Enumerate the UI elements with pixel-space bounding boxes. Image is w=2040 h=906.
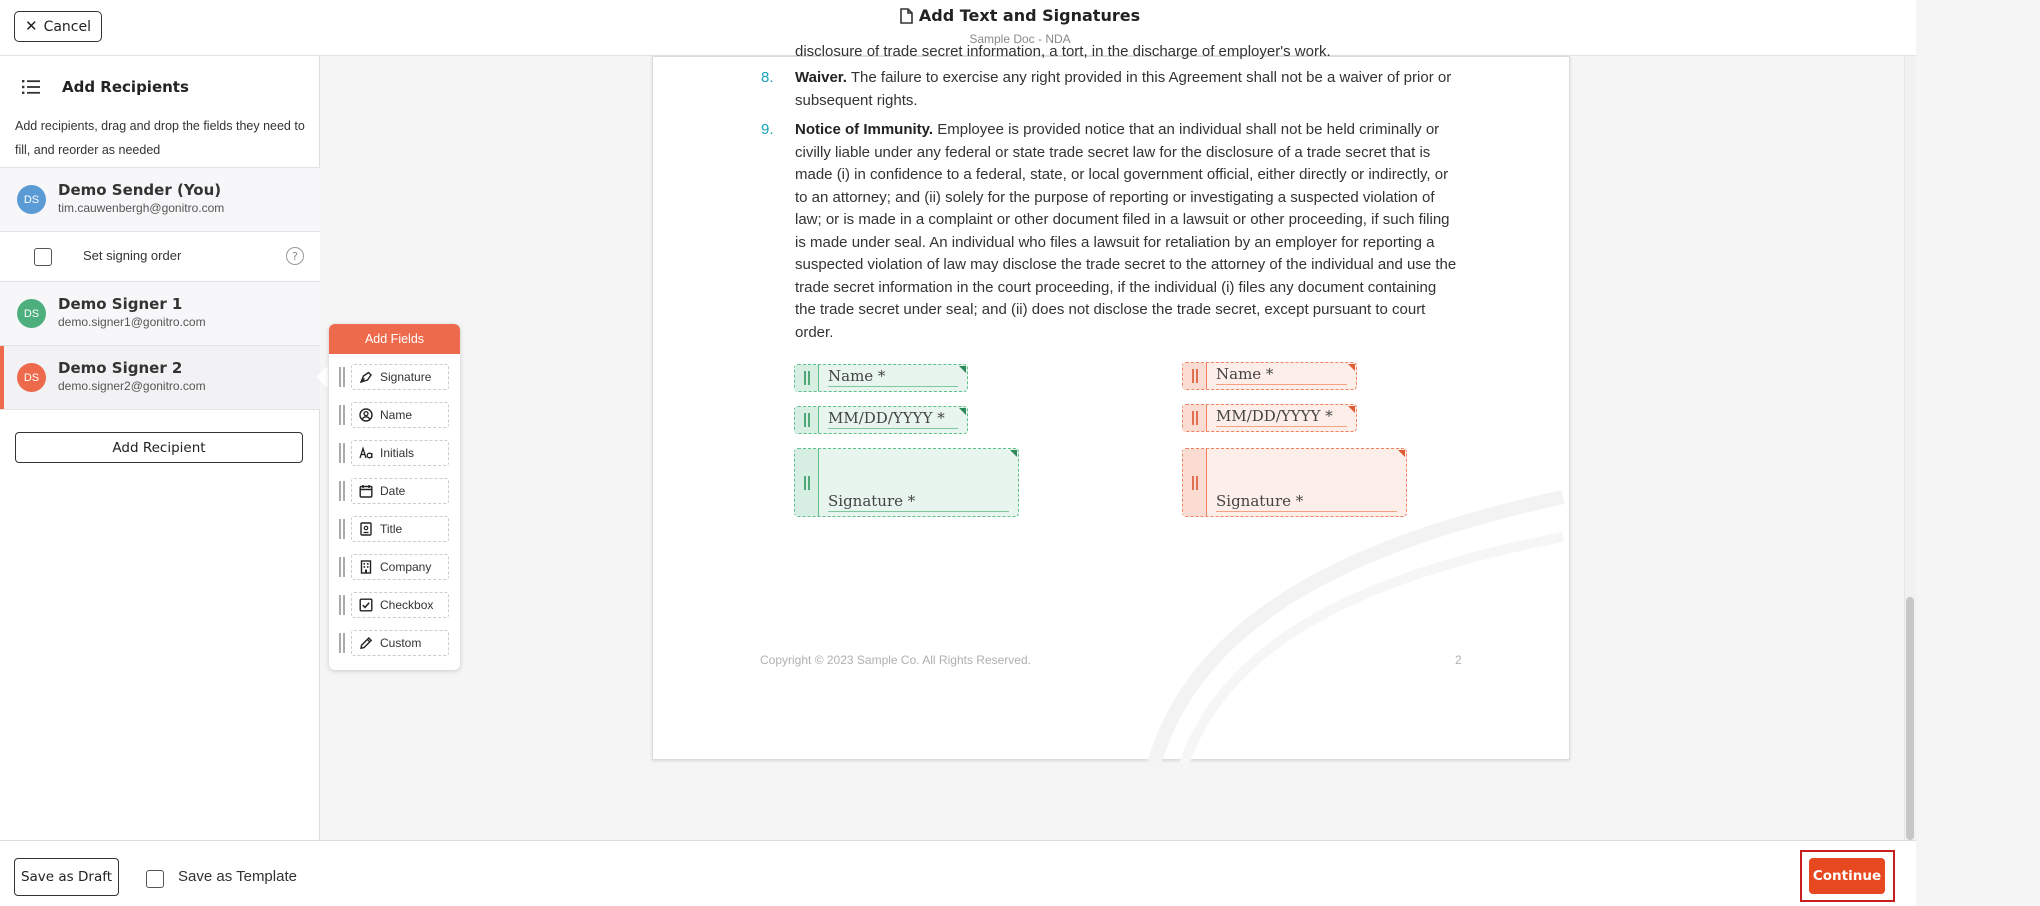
- calendar-icon: [359, 484, 373, 498]
- title-block: [0, 6, 2040, 46]
- text-case-icon: [359, 446, 373, 460]
- recipient-demo-signer-1[interactable]: [0, 282, 320, 345]
- drag-handle-icon[interactable]: [1183, 363, 1207, 389]
- clipped-text-line: disclosure of trade secret information, a tort, in the discharge of employer's work.: [795, 43, 1331, 60]
- field-label: Custom: [380, 636, 422, 650]
- signer1-name-field[interactable]: [794, 364, 968, 392]
- drag-handle-icon[interactable]: [338, 557, 346, 577]
- field-name[interactable]: [338, 402, 452, 428]
- field-initials[interactable]: [338, 440, 452, 466]
- field-placeholder: Signature *: [1216, 492, 1397, 512]
- required-marker: [1010, 450, 1017, 457]
- field-label: Name: [380, 408, 413, 422]
- field-checkbox-box[interactable]: [351, 592, 449, 618]
- clause-number: 8.: [761, 69, 774, 86]
- field-label: Signature: [380, 370, 432, 384]
- signer1-date-field[interactable]: [794, 406, 968, 434]
- cancel-label: Cancel: [43, 18, 92, 35]
- recipient-email: demo.signer2@gonitro.com: [58, 379, 206, 393]
- recipients-sidebar: [0, 56, 320, 840]
- divider: [0, 409, 320, 410]
- list-icon[interactable]: [22, 80, 40, 94]
- clause-text: The failure to exercise any right provided in this Agreement shall not be a waiver of prior or subsequent rights.: [795, 69, 1452, 109]
- scrollbar-thumb[interactable]: [1906, 597, 1914, 840]
- field-placeholder: MM/DD/YYYY *: [1216, 407, 1347, 427]
- field-title[interactable]: [338, 516, 452, 542]
- drag-handle-icon[interactable]: [795, 365, 819, 391]
- pencil-icon: [359, 636, 373, 650]
- field-signature-box[interactable]: [351, 364, 449, 390]
- save-draft-button[interactable]: Save as Draft: [14, 858, 119, 896]
- signer1-signature-field[interactable]: [794, 448, 1019, 517]
- clause-8: [761, 67, 1461, 112]
- drag-handle-icon[interactable]: [338, 367, 346, 387]
- recipient-demo-signer-2[interactable]: [0, 346, 320, 409]
- sidebar-title: Add Recipients: [62, 78, 189, 96]
- recipient-name: Demo Signer 1: [58, 295, 183, 313]
- bottom-bar: [0, 840, 1916, 906]
- drag-handle-icon[interactable]: [338, 405, 346, 425]
- signer2-date-field[interactable]: [1182, 404, 1357, 432]
- recipient-name: Demo Sender (You): [58, 181, 222, 199]
- page-title: [900, 6, 1140, 25]
- recipient-demo-sender[interactable]: [0, 168, 320, 231]
- signing-order-row: [0, 232, 320, 281]
- avatar: DS: [17, 299, 46, 328]
- document-name: Sample Doc - NDA: [969, 31, 1071, 46]
- help-icon[interactable]: ?: [286, 247, 304, 265]
- page-number: 2: [1455, 653, 1462, 667]
- required-marker: [1398, 450, 1405, 457]
- field-date-box[interactable]: [351, 478, 449, 504]
- save-template-checkbox[interactable]: [146, 870, 164, 888]
- signing-order-checkbox[interactable]: [34, 248, 52, 266]
- drag-handle-icon[interactable]: [1183, 405, 1207, 431]
- recipient-name: Demo Signer 2: [58, 359, 183, 377]
- field-label: Date: [380, 484, 406, 498]
- field-company[interactable]: [338, 554, 452, 580]
- required-marker: [959, 366, 966, 373]
- field-placeholder: Signature *: [828, 492, 1009, 512]
- field-company-box[interactable]: [351, 554, 449, 580]
- clause-number: 9.: [761, 121, 774, 138]
- clause-9: [761, 119, 1461, 344]
- drag-handle-icon[interactable]: [795, 449, 819, 516]
- field-date[interactable]: [338, 478, 452, 504]
- field-checkbox[interactable]: [338, 592, 452, 618]
- clause-heading: Waiver.: [795, 69, 847, 86]
- page-footer-copyright: Copyright © 2023 Sample Co. All Rights Reserved.: [760, 653, 1031, 667]
- document-page: [652, 43, 1570, 760]
- drag-handle-icon[interactable]: [795, 407, 819, 433]
- field-title-box[interactable]: [351, 516, 449, 542]
- avatar: DS: [17, 185, 46, 214]
- sidebar-description: Add recipients, drag and drop the fields they need to fill, and reorder as needed: [15, 119, 305, 157]
- field-label: Checkbox: [380, 598, 434, 612]
- document-icon: [900, 8, 913, 24]
- field-label: Company: [380, 560, 432, 574]
- signer2-name-field[interactable]: [1182, 362, 1357, 390]
- recipient-email: tim.cauwenbergh@gonitro.com: [58, 201, 225, 215]
- add-fields-panel: [329, 324, 460, 670]
- drag-handle-icon[interactable]: [338, 633, 346, 653]
- field-signature[interactable]: [338, 364, 452, 390]
- close-icon: ✕: [25, 17, 38, 35]
- pen-nib-icon: [359, 370, 373, 384]
- recipient-email: demo.signer1@gonitro.com: [58, 315, 206, 329]
- sidebar-header: [22, 78, 189, 96]
- field-placeholder: Name *: [828, 367, 958, 387]
- add-fields-title: Add Fields: [329, 324, 460, 354]
- save-template-label: Save as Template: [178, 868, 297, 885]
- drag-handle-icon[interactable]: [338, 443, 346, 463]
- field-placeholder: Name *: [1216, 365, 1347, 385]
- page-title-text: Add Text and Signatures: [918, 6, 1141, 25]
- avatar: DS: [17, 363, 46, 392]
- drag-handle-icon[interactable]: [338, 481, 346, 501]
- field-label: Title: [380, 522, 403, 536]
- user-circle-icon: [359, 408, 373, 422]
- field-custom[interactable]: [338, 630, 452, 656]
- add-recipient-button[interactable]: Add Recipient: [15, 432, 303, 463]
- required-marker: [1348, 406, 1355, 413]
- field-custom-box[interactable]: [351, 630, 449, 656]
- continue-button[interactable]: Continue: [1809, 858, 1885, 894]
- field-initials-box[interactable]: [351, 440, 449, 466]
- field-placeholder: MM/DD/YYYY *: [828, 409, 958, 429]
- panel-pointer: [316, 366, 328, 388]
- building-icon: [359, 560, 373, 574]
- field-label: Initials: [380, 446, 415, 460]
- clause-heading: Notice of Immunity.: [795, 121, 934, 138]
- drag-handle-icon[interactable]: [338, 595, 346, 615]
- checkbox-icon: [359, 598, 373, 612]
- required-marker: [959, 408, 966, 415]
- signing-order-label: Set signing order: [83, 248, 182, 263]
- watermark-swoosh-icon: [1133, 457, 1573, 767]
- field-name-box[interactable]: [351, 402, 449, 428]
- drag-handle-icon[interactable]: [338, 519, 346, 539]
- required-marker: [1348, 364, 1355, 371]
- clause-text: Employee is provided notice that an individual shall not be held criminally or civilly liable under any federal or state trade secret law for the disclosure of a trade secret that is made (i) in confidence to a federal, state, or local government official, either directly or indirectly, or to an attorney; and (ii) solely for the purpose of reporting or investigating a suspected violation of law; or is made in a complaint or other document filed in a lawsuit or other proceeding, if such filing is made under seal. An individual who files a lawsuit for retaliation by an employer for reporting a suspected violation of law may disclose the trade secret to the attorney of the individual and use the trade secret information in the court proceeding, if the individual (i) files any document containing the trade secret under seal; and (ii) does not disclose the trade secret, except pursuant to court order.: [795, 121, 1457, 341]
- id-badge-icon: [359, 522, 373, 536]
